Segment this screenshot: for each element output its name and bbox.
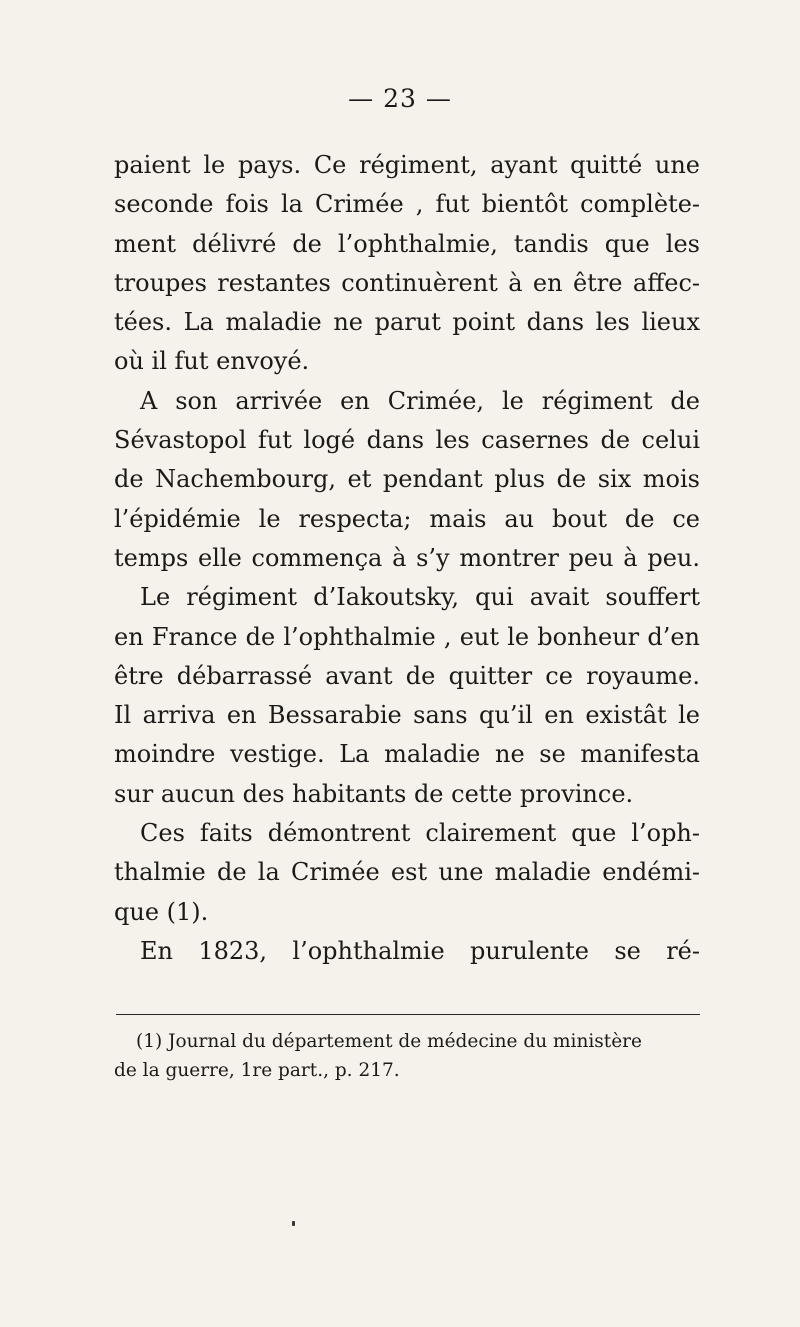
body-line: Ces faits démontrent clairement que l’oph- — [140, 819, 700, 848]
body-line: où il fut envoyé. — [114, 347, 310, 376]
body-line: ment délivré de l’ophthalmie, tandis que les — [114, 229, 700, 258]
footnote — [114, 1027, 700, 1085]
body-line: que (1). — [114, 897, 209, 926]
body-line: l’épidémie le respecta; mais au bout de ce — [114, 504, 700, 533]
footnote-divider — [116, 1014, 700, 1015]
body-line: moindre vestige. La maladie ne se manifesta — [114, 740, 700, 769]
body-line: En 1823, l’ophthalmie purulente se ré- — [140, 936, 700, 965]
body-line: être débarrassé avant de quitter ce royaume. — [114, 661, 700, 690]
body-line: troupes restantes continuèrent à en être affec- — [114, 268, 700, 297]
body-line: de Nachembourg, et pendant plus de six mois — [114, 465, 700, 494]
body-line: temps elle commença à s’y montrer peu à peu. — [114, 543, 700, 572]
body-line: en France de l’ophthalmie , eut le bonheur d’en — [114, 622, 700, 651]
body-line: Le régiment d’Iakoutsky, qui avait souffert — [140, 583, 700, 612]
body-line: Sévastopol fut logé dans les casernes de celui — [114, 426, 700, 455]
body-line: tées. La maladie ne parut point dans les lieux — [114, 308, 700, 337]
page-number: — 23 — — [348, 84, 452, 113]
body-line: seconde fois la Crimée , fut bientôt complète- — [114, 190, 700, 219]
body-line: sur aucun des habitants de cette province. — [114, 779, 634, 808]
body-line: thalmie de la Crimée est une maladie endémi- — [114, 858, 700, 887]
body-line: A son arrivée en Crimée, le régiment de — [140, 386, 700, 415]
footnote-line: de la guerre, 1re part., p. 217. — [114, 1060, 400, 1081]
footnote-line: (1) Journal du département de médecine du ministère — [136, 1031, 642, 1052]
body-line: paient le pays. Ce régiment, ayant quitté une — [114, 151, 700, 179]
body-line: Il arriva en Bessarabie sans qu’il en existât le — [114, 701, 700, 730]
ink-speck — [292, 1221, 295, 1226]
body-text — [114, 146, 700, 971]
